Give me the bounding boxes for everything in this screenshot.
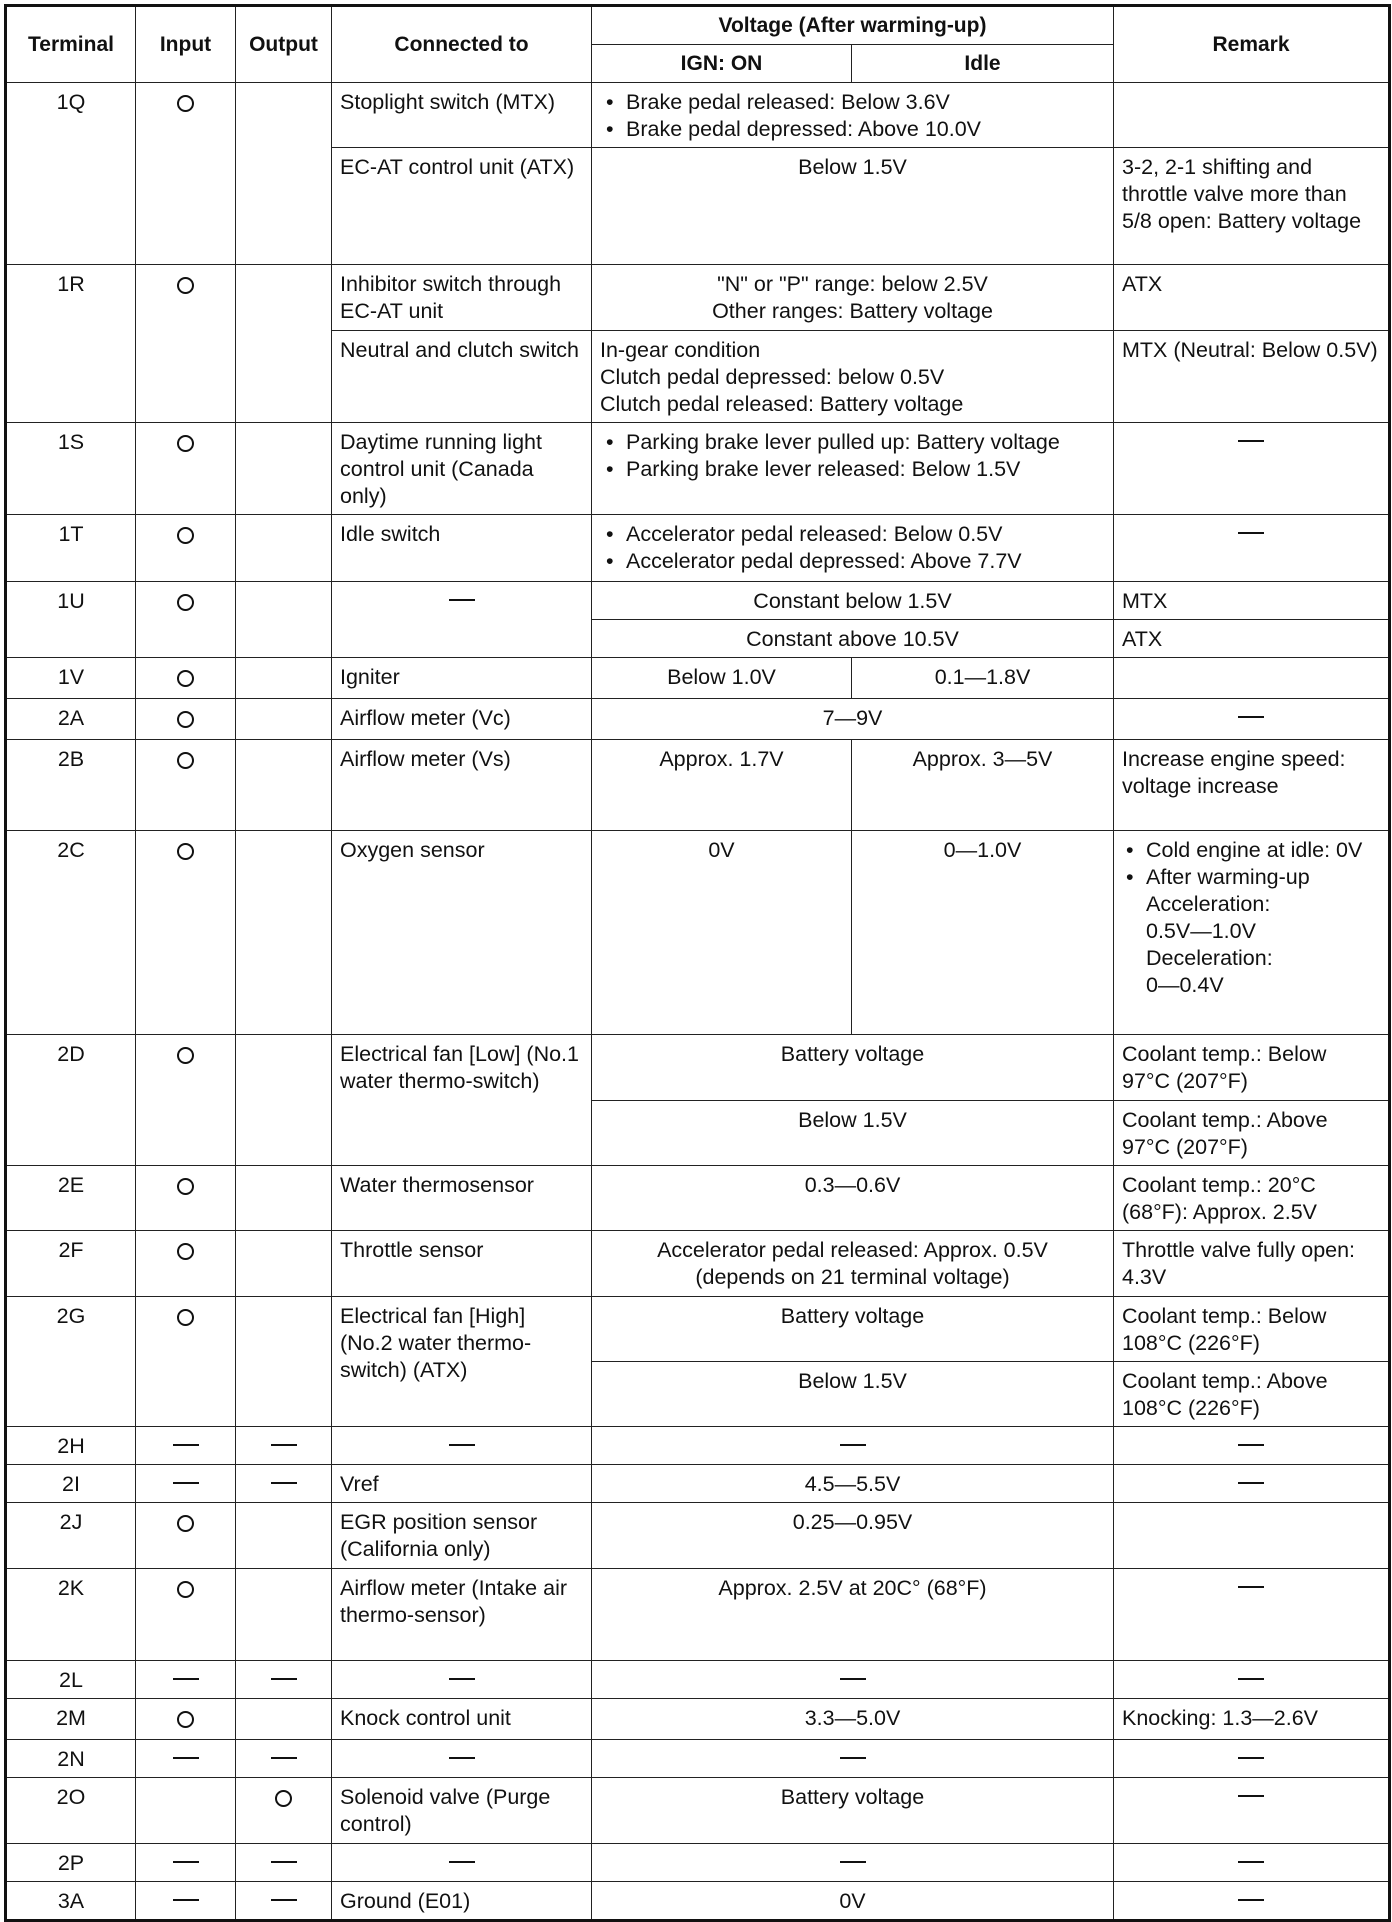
terminal-cell: 2A: [6, 699, 136, 740]
input-cell: [136, 831, 236, 1035]
input-cell: [136, 1661, 236, 1699]
connected-cell: Ground (E01): [332, 1882, 592, 1921]
input-mark-icon: [177, 711, 194, 728]
table-row: [6, 423, 1390, 515]
dash-mark: [449, 599, 475, 601]
terminal-cell: 3A: [6, 1882, 136, 1921]
remark-line: 0—0.4V: [1146, 973, 1224, 997]
table-row: [6, 699, 1390, 740]
remark-cell: [1114, 1427, 1390, 1465]
input-cell: [136, 1740, 236, 1778]
remark-cell: [1114, 1503, 1390, 1569]
remark-line: Deceleration:: [1146, 946, 1273, 970]
input-mark-icon: [177, 527, 194, 544]
voltage-list: [600, 429, 1105, 483]
terminal-cell: 2E: [6, 1166, 136, 1231]
input-cell: [136, 1778, 236, 1844]
dash-mark: [840, 1861, 866, 1863]
output-cell: [236, 831, 332, 1035]
input-mark-icon: [177, 277, 194, 294]
remark-cell: Increase engine speed: voltage increase: [1114, 740, 1390, 831]
header-input: Input: [136, 6, 236, 83]
input-cell: [136, 1844, 236, 1882]
dash-mark: [173, 1678, 199, 1680]
remark-cell: [1114, 83, 1390, 148]
ign-on-cell: Below 1.0V: [592, 658, 852, 699]
voltage-cell: Below 1.5V: [592, 1362, 1114, 1427]
table-row: [6, 1569, 1390, 1661]
input-mark-icon: [177, 843, 194, 860]
terminal-cell: 2N: [6, 1740, 136, 1778]
input-cell: [136, 515, 236, 582]
remark-cell: [1114, 1661, 1390, 1699]
output-cell: [236, 1465, 332, 1503]
output-cell: [236, 740, 332, 831]
input-cell: [136, 1231, 236, 1297]
idle-cell: Approx. 3—5V: [852, 740, 1114, 831]
input-mark-icon: [177, 1711, 194, 1728]
remark-cell: [1114, 1882, 1390, 1921]
connected-cell: [332, 1844, 592, 1882]
connected-cell: [332, 1427, 592, 1465]
input-mark-icon: [177, 95, 194, 112]
dash-mark: [173, 1757, 199, 1759]
output-cell: [236, 515, 332, 582]
connected-cell: [332, 1661, 592, 1699]
input-mark-icon: [177, 1243, 194, 1260]
remark-cell: [1114, 831, 1390, 1035]
voltage-line: Other ranges: Battery voltage: [712, 299, 993, 323]
voltage-cell: [592, 515, 1114, 582]
output-cell: [236, 1035, 332, 1166]
voltage-cell: Constant above 10.5V: [592, 620, 1114, 658]
dash-mark: [173, 1482, 199, 1484]
table-row: [6, 1661, 1390, 1699]
dash-mark: [271, 1899, 297, 1901]
remark-cell: [1114, 1569, 1390, 1661]
table-row: [6, 1427, 1390, 1465]
input-cell: [136, 582, 236, 658]
input-mark-icon: [177, 670, 194, 687]
remark-list: [1122, 837, 1380, 999]
input-mark-icon: [177, 594, 194, 611]
input-cell: [136, 1465, 236, 1503]
input-mark-icon: [177, 435, 194, 452]
terminal-cell: 2I: [6, 1465, 136, 1503]
dash-mark: [840, 1757, 866, 1759]
output-cell: [236, 1569, 332, 1661]
table-row: [6, 1297, 1390, 1362]
connected-cell: Airflow meter (Vc): [332, 699, 592, 740]
dash-mark: [173, 1444, 199, 1446]
voltage-cell: Constant below 1.5V: [592, 582, 1114, 620]
input-cell: [136, 1166, 236, 1231]
input-mark-icon: [177, 1515, 194, 1532]
connected-cell: [332, 582, 592, 658]
voltage-cell: 0.3—0.6V: [592, 1166, 1114, 1231]
voltage-line: "N" or "P" range: below 2.5V: [717, 272, 988, 296]
connected-cell: Igniter: [332, 658, 592, 699]
dash-mark: [449, 1678, 475, 1680]
dash-mark: [1238, 1757, 1264, 1759]
connected-cell: Throttle sensor: [332, 1231, 592, 1297]
dash-mark: [271, 1757, 297, 1759]
output-cell: [236, 1427, 332, 1465]
terminal-cell: 2L: [6, 1661, 136, 1699]
terminal-cell: 2F: [6, 1231, 136, 1297]
table-row: [6, 265, 1390, 331]
connected-cell: Solenoid valve (Purge control): [332, 1778, 592, 1844]
terminal-cell: 2H: [6, 1427, 136, 1465]
remark-cell: [1114, 423, 1390, 515]
remark-cell: Coolant temp.: Above 108°C (226°F): [1114, 1362, 1390, 1427]
dash-mark: [449, 1444, 475, 1446]
voltage-cell: 0.25—0.95V: [592, 1503, 1114, 1569]
output-cell: [236, 1844, 332, 1882]
voltage-item: • Parking brake lever pulled up: Battery voltage: [600, 429, 1105, 456]
input-cell: [136, 1699, 236, 1740]
voltage-item: • Parking brake lever released: Below 1.5V: [600, 456, 1105, 483]
terminal-cell: 1R: [6, 265, 136, 423]
header-terminal: Terminal: [6, 6, 136, 83]
dash-mark: [449, 1757, 475, 1759]
table-row: [6, 831, 1390, 1035]
dash-mark: [1238, 1795, 1264, 1797]
dash-mark: [1238, 1586, 1264, 1588]
table-row: [6, 740, 1390, 831]
terminal-cell: 2C: [6, 831, 136, 1035]
table-row: [6, 1740, 1390, 1778]
connected-cell: Idle switch: [332, 515, 592, 582]
output-cell: [236, 1882, 332, 1921]
table-row: [6, 1699, 1390, 1740]
output-cell: [236, 658, 332, 699]
ign-on-cell: Approx. 1.7V: [592, 740, 852, 831]
voltage-line: Clutch pedal released: Battery voltage: [600, 392, 964, 416]
header-ign-on: IGN: ON: [592, 45, 852, 83]
connected-cell: Inhibitor switch through EC-AT unit: [332, 265, 592, 331]
terminal-cell: 2B: [6, 740, 136, 831]
dash-mark: [1238, 1444, 1264, 1446]
input-mark-icon: [177, 752, 194, 769]
output-cell: [236, 83, 332, 265]
table-row: [6, 1882, 1390, 1921]
voltage-line: (depends on 21 terminal voltage): [695, 1265, 1010, 1289]
remark-cell: Coolant temp.: 20°C (68°F): Approx. 2.5V: [1114, 1166, 1390, 1231]
connected-cell: Vref: [332, 1465, 592, 1503]
remark-cell: MTX (Neutral: Below 0.5V): [1114, 331, 1390, 423]
output-cell: [236, 1699, 332, 1740]
remark-item: [1122, 864, 1380, 999]
voltage-cell: [592, 423, 1114, 515]
table-row: [6, 1035, 1390, 1101]
table-row: [6, 1778, 1390, 1844]
dash-mark: [840, 1678, 866, 1680]
input-cell: [136, 1503, 236, 1569]
voltage-list: [600, 89, 1105, 143]
remark-cell: [1114, 1844, 1390, 1882]
input-mark-icon: [177, 1581, 194, 1598]
output-cell: [236, 265, 332, 423]
terminal-voltage-table: [4, 4, 1391, 1922]
connected-cell: Knock control unit: [332, 1699, 592, 1740]
dash-mark: [271, 1444, 297, 1446]
input-cell: [136, 1297, 236, 1427]
voltage-cell: Battery voltage: [592, 1778, 1114, 1844]
output-cell: [236, 1166, 332, 1231]
input-mark-icon: [177, 1047, 194, 1064]
terminal-cell: 1Q: [6, 83, 136, 265]
remark-cell: Knocking: 1.3—2.6V: [1114, 1699, 1390, 1740]
terminal-cell: 2P: [6, 1844, 136, 1882]
dash-mark: [1238, 716, 1264, 718]
terminal-cell: 2K: [6, 1569, 136, 1661]
voltage-cell: [592, 1427, 1114, 1465]
voltage-item: • Accelerator pedal depressed: Above 7.7V: [600, 548, 1105, 575]
connected-cell: Daytime running light control unit (Canada only): [332, 423, 592, 515]
remark-cell: 3-2, 2-1 shifting and throttle valve more than 5/8 open: Battery voltage: [1114, 148, 1390, 265]
idle-cell: 0—1.0V: [852, 831, 1114, 1035]
connected-cell: Airflow meter (Intake air thermo-sensor): [332, 1569, 592, 1661]
connected-cell: Neutral and clutch switch: [332, 331, 592, 423]
input-cell: [136, 1882, 236, 1921]
connected-cell: [332, 1740, 592, 1778]
dash-mark: [173, 1899, 199, 1901]
header-voltage: Voltage (After warming-up): [592, 6, 1114, 45]
voltage-cell: Below 1.5V: [592, 1101, 1114, 1166]
output-cell: [236, 1740, 332, 1778]
voltage-item: • Brake pedal released: Below 3.6V: [600, 89, 1105, 116]
voltage-item: • Accelerator pedal released: Below 0.5V: [600, 521, 1105, 548]
voltage-cell: [592, 83, 1114, 148]
voltage-cell: [592, 331, 1114, 423]
voltage-line: In-gear condition: [600, 338, 761, 362]
voltage-cell: [592, 1661, 1114, 1699]
header-output: Output: [236, 6, 332, 83]
terminal-cell: 1S: [6, 423, 136, 515]
table-row: [6, 83, 1390, 148]
input-cell: [136, 83, 236, 265]
input-cell: [136, 699, 236, 740]
dash-mark: [271, 1678, 297, 1680]
remark-cell: Coolant temp.: Below 108°C (226°F): [1114, 1297, 1390, 1362]
remark-cell: [1114, 1740, 1390, 1778]
voltage-line: Accelerator pedal released: Approx. 0.5V: [657, 1238, 1048, 1262]
voltage-cell: 3.3—5.0V: [592, 1699, 1114, 1740]
dash-mark: [840, 1444, 866, 1446]
input-cell: [136, 658, 236, 699]
ign-on-cell: 0V: [592, 831, 852, 1035]
remark-cell: Coolant temp.: Below 97°C (207°F): [1114, 1035, 1390, 1101]
remark-item: • Cold engine at idle: 0V: [1122, 837, 1380, 864]
connected-cell: Electrical fan [High] (No.2 water thermo-switch) (ATX): [332, 1297, 592, 1427]
connected-cell: Stoplight switch (MTX): [332, 83, 592, 148]
output-cell: [236, 1503, 332, 1569]
output-cell: [236, 1231, 332, 1297]
voltage-cell: Below 1.5V: [592, 148, 1114, 265]
remark-line: 0.5V—1.0V: [1146, 919, 1256, 943]
remark-cell: ATX: [1114, 265, 1390, 331]
output-cell: [236, 582, 332, 658]
remark-line: Acceleration:: [1146, 892, 1271, 916]
terminal-cell: 2J: [6, 1503, 136, 1569]
remark-cell: [1114, 515, 1390, 582]
voltage-cell: [592, 1844, 1114, 1882]
output-mark-icon: [275, 1790, 292, 1807]
terminal-cell: 2O: [6, 1778, 136, 1844]
remark-cell: ATX: [1114, 620, 1390, 658]
input-cell: [136, 1427, 236, 1465]
input-cell: [136, 265, 236, 423]
input-cell: [136, 1035, 236, 1166]
table-row: [6, 1503, 1390, 1569]
header-connected-to: Connected to: [332, 6, 592, 83]
idle-cell: 0.1—1.8V: [852, 658, 1114, 699]
voltage-cell: [592, 1740, 1114, 1778]
terminal-cell: 2M: [6, 1699, 136, 1740]
input-mark-icon: [177, 1309, 194, 1326]
table-row: [6, 582, 1390, 620]
remark-line: • After warming-up: [1146, 865, 1310, 889]
dash-mark: [1238, 440, 1264, 442]
dash-mark: [1238, 1678, 1264, 1680]
remark-cell: Coolant temp.: Above 97°C (207°F): [1114, 1101, 1390, 1166]
connected-cell: Oxygen sensor: [332, 831, 592, 1035]
output-cell: [236, 699, 332, 740]
dash-mark: [449, 1861, 475, 1863]
connected-cell: Airflow meter (Vs): [332, 740, 592, 831]
dash-mark: [1238, 1899, 1264, 1901]
input-cell: [136, 740, 236, 831]
remark-cell: Throttle valve fully open: 4.3V: [1114, 1231, 1390, 1297]
voltage-cell: Battery voltage: [592, 1297, 1114, 1362]
input-cell: [136, 1569, 236, 1661]
terminal-cell: 1V: [6, 658, 136, 699]
terminal-cell: 2G: [6, 1297, 136, 1427]
remark-cell: [1114, 1465, 1390, 1503]
table-row: [6, 1166, 1390, 1231]
dash-mark: [1238, 1482, 1264, 1484]
output-cell: [236, 1297, 332, 1427]
terminal-cell: 2D: [6, 1035, 136, 1166]
voltage-item: • Brake pedal depressed: Above 10.0V: [600, 116, 1105, 143]
output-cell: [236, 1778, 332, 1844]
voltage-cell: 7—9V: [592, 699, 1114, 740]
dash-mark: [1238, 1861, 1264, 1863]
table-row: [6, 1465, 1390, 1503]
input-mark-icon: [177, 1178, 194, 1195]
dash-mark: [271, 1482, 297, 1484]
remark-cell: MTX: [1114, 582, 1390, 620]
voltage-line: Clutch pedal depressed: below 0.5V: [600, 365, 945, 389]
terminal-cell: 1T: [6, 515, 136, 582]
dash-mark: [173, 1861, 199, 1863]
connected-cell: EGR position sensor (California only): [332, 1503, 592, 1569]
output-cell: [236, 1661, 332, 1699]
terminal-cell: 1U: [6, 582, 136, 658]
connected-cell: EC-AT control unit (ATX): [332, 148, 592, 265]
voltage-cell: [592, 265, 1114, 331]
voltage-cell: 0V: [592, 1882, 1114, 1921]
voltage-cell: 4.5—5.5V: [592, 1465, 1114, 1503]
header-remark: Remark: [1114, 6, 1390, 83]
voltage-cell: Approx. 2.5V at 20C° (68°F): [592, 1569, 1114, 1661]
remark-cell: [1114, 658, 1390, 699]
input-cell: [136, 423, 236, 515]
remark-cell: [1114, 1778, 1390, 1844]
table-row: [6, 658, 1390, 699]
output-cell: [236, 423, 332, 515]
connected-cell: Electrical fan [Low] (No.1 water thermo-switch): [332, 1035, 592, 1166]
voltage-cell: Battery voltage: [592, 1035, 1114, 1101]
voltage-list: [600, 521, 1105, 575]
table-row: [6, 515, 1390, 582]
connected-cell: Water thermosensor: [332, 1166, 592, 1231]
table-row: [6, 1844, 1390, 1882]
remark-cell: [1114, 699, 1390, 740]
header-idle: Idle: [852, 45, 1114, 83]
table-row: [6, 1231, 1390, 1297]
voltage-cell: [592, 1231, 1114, 1297]
dash-mark: [1238, 532, 1264, 534]
terminal-voltage-sheet: [4, 4, 1391, 1922]
dash-mark: [271, 1861, 297, 1863]
